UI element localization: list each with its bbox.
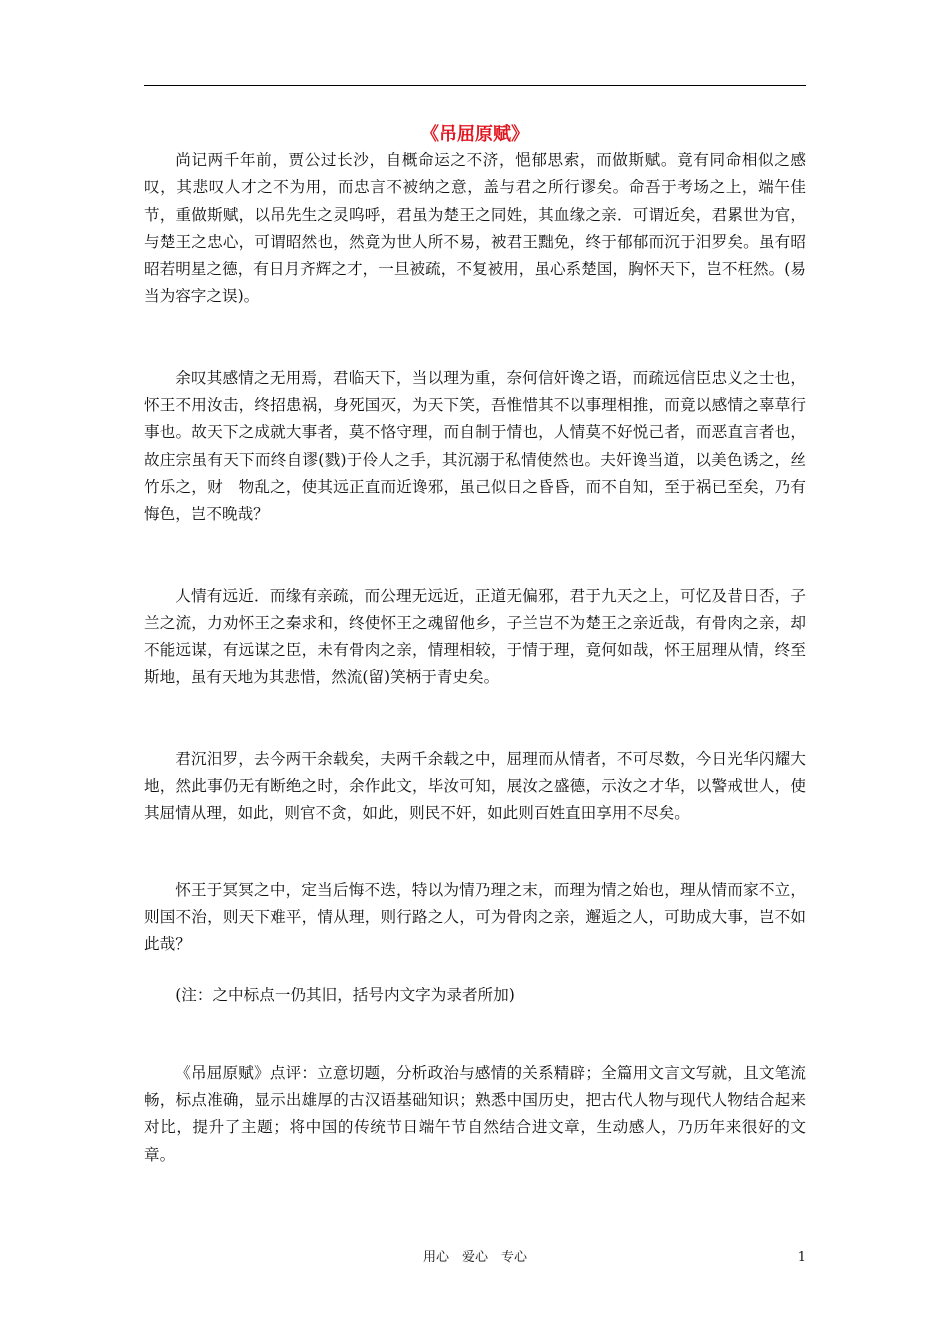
editor-note: (注：之中标点一仍其旧，括号内文字为录者所加) — [175, 985, 515, 1004]
header-rule — [144, 85, 806, 86]
paragraph: 人情有远近．而缘有亲疏，而公理无远近，正道无偏邪，君于九天之上，可忆及昔日否，子兰之流，力劝怀王之秦求和，终使怀王之魂留他乡，子兰岂不为楚王之亲近哉，有骨肉之亲，却不能远谋，有远谋之臣，未有骨肉之亲，情理相较，于情于理，竟何如哉，怀王屈理从情，终至斯地，虽有天地为其悲惜，然流(留)笑柄于青史矣。 — [144, 586, 806, 687]
document-body — [144, 147, 806, 1169]
review-paragraph: 《吊屈原赋》点评：立意切题，分析政治与感情的关系精辟；全篇用文言文写就，且文笔流畅，标点准确，显示出雄厚的古汉语基础知识；熟悉中国历史，把古代人物与现代人物结合起来对比，提升了主题；将中国的传统节日端午节自然结合进文章，生动感人，乃历年来很好的文章。 — [144, 1063, 806, 1164]
paragraph: 君沉汨罗，去今两干余载矣，夫两千余载之中，屈理而从情者，不可尽数，今日光华闪耀大地，然此事仍无有断绝之时，余作此文，毕汝可知，展汝之盛德，示汝之才华，以警戒世人，使其屈情从理，如此，则官不贪，如此，则民不奸，如此则百姓直田享用不尽矣。 — [144, 749, 806, 823]
paragraph: 尚记两千年前，贾公过长沙，自概命运之不济，悒郁思索，而做斯赋。竟有同命相似之感叹，其悲叹人才之不为用，而忠言不被纳之意，盖与君之所行谬矣。命吾于考场之上，端午佳节，重做斯赋，以吊先生之灵呜呼，君虽为楚王之同姓，其血缘之亲．可谓近矣，君累世为官，与楚王之忠心，可谓昭然也，然竟为世人所不易，被君王黜免，终于郁郁而沉于汨罗矣。虽有昭昭若明星之德，有日月齐辉之才，一旦被疏，不复被用，虽心系楚国，胸怀天下，岂不枉然。(易当为容字之误)。 — [144, 151, 806, 306]
footer-motto: 用心 爱心 专心 — [422, 1250, 527, 1265]
paragraph: 余叹其感情之无用焉，君临天下，当以理为重，奈何信奸谗之语，而疏远信臣忠义之士也，怀王不用汝击，终招患祸，身死国灭，为天下笑，吾惟惜其不以事理相推，而竟以感情之辜草行事也。故天下之成就大事者，莫不恪守理，而自制于情也，人情莫不好悦己者，而恶直言者也，故庄宗虽有天下而终自谬(戮)于伶人之手，其沉溺于私情使然也。夫奸谗当道，以美色诱之，丝竹乐之，财 物乱之，使其远正直而近谗邪，虽己似日之昏昏，而不自知，至于祸已至矣，乃有悔色，岂不晚哉？ — [144, 368, 806, 524]
page-number: 1 — [797, 1250, 806, 1265]
paragraph: 怀王于冥冥之中，定当后悔不迭，特以为情乃理之末，而理为情之始也，理从情而家不立，则国不治，则天下难平，情从理，则行路之人，可为骨肉之亲，邂逅之人，可助成大事，岂不如此哉？ — [144, 880, 806, 954]
document-title: 《吊屈原赋》 — [421, 124, 529, 145]
page-footer — [144, 1246, 806, 1270]
